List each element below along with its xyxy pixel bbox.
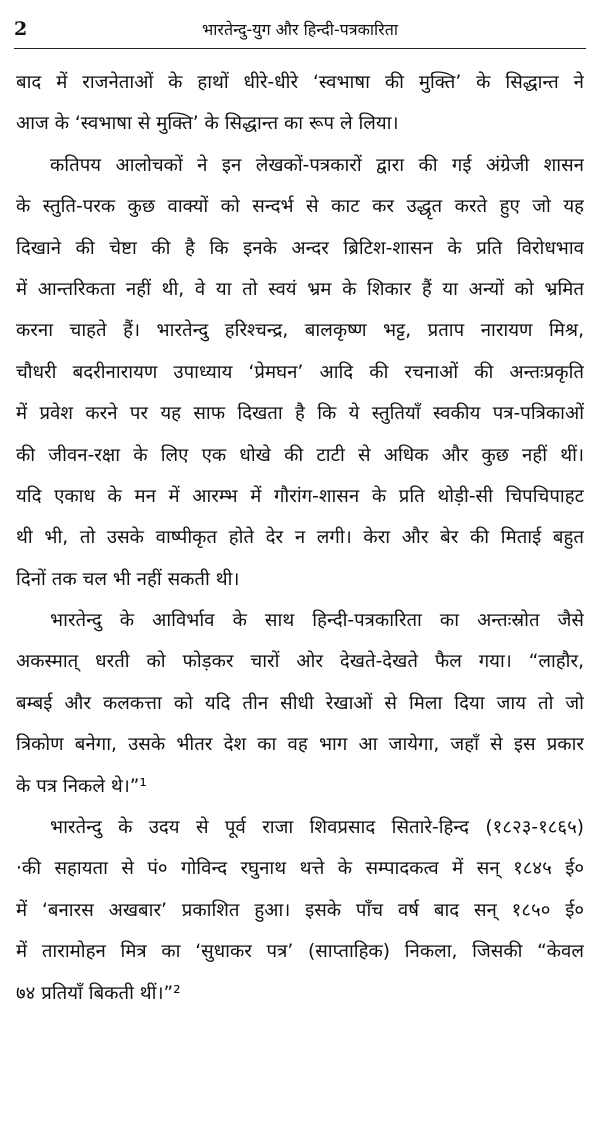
text-line: चौधरी बदरीनारायण उपाध्याय ‘प्रेमघन’ आदि की रचनाओं की अन्तःप्रकृति	[16, 361, 584, 383]
text-line: कतिपय आलोचकों ने इन लेखकों-पत्रकारों द्वारा की गई अंग्रेजी शासन	[50, 154, 584, 176]
paragraph-3	[16, 600, 584, 807]
text-line: बम्बई और कलकत्ता को यदि तीन सीधी रेखाओं से मिला दिया जाय तो जो	[16, 692, 584, 714]
text-line: ७४ प्रतियाँ बिकती थीं।”²	[16, 982, 181, 1004]
paragraph-2	[16, 145, 584, 600]
text-line: यदि एकाध के मन में आरम्भ में गौरांग-शासन के प्रति थोड़ी-सी चिपचिपाहट	[16, 485, 584, 507]
paragraph-4	[16, 807, 584, 1014]
text-line: के स्तुति-परक कुछ वाक्यों को सन्दर्भ से काट कर उद्धृत करते हुए जो यह	[16, 196, 584, 218]
paragraph-1	[16, 62, 584, 145]
text-line: के पत्र निकले थे।”¹	[16, 775, 147, 797]
text-line: त्रिकोण बनेगा, उसके भीतर देश का वह भाग आ जायेगा, जहाँ से इस प्रकार	[16, 734, 584, 756]
text-line: में आन्तरिकता नहीं थी, वे या तो स्वयं भ्रम के शिकार हैं या अन्यों को भ्रमित	[16, 278, 584, 300]
text-line: में ‘बनारस अखबार’ प्रकाशित हुआ। इसके पाँच वर्ष बाद सन् १८५० ई०	[16, 899, 584, 921]
text-line: बाद में राजनेताओं के हाथों धीरे-धीरे ‘स्वभाषा की मुक्ति’ के सिद्धान्त ने	[16, 72, 584, 93]
text-line: दिनों तक चल भी नहीं सकती थी।	[16, 568, 240, 590]
text-line: थी भी, तो उसके वाष्पीकृत होते देर न लगी। केरा और बेर की मिताई बहुत	[16, 527, 584, 549]
text-line: की जीवन-रक्षा के लिए एक धोखे की टाटी से अधिक और कुछ नहीं थीं।	[16, 444, 584, 466]
text-line: ·की सहायता से पं० गोविन्द रघुनाथ थत्ते के सम्पादकत्व में सन् १८४५ ई०	[16, 858, 584, 880]
text-line: करना चाहते हैं। भारतेन्दु हरिश्चन्द्र, बालकृष्ण भट्ट, प्रताप नारायण मिश्र,	[16, 320, 584, 342]
body-text	[16, 62, 584, 1014]
text-line: भारतेन्दु के उदय से पूर्व राजा शिवप्रसाद सितारे-हिन्द (१८२३-१८६५)	[50, 817, 584, 839]
text-line: में तारामोहन मित्र का ‘सुधाकर पत्र’ (साप्ताहिक) निकला, जिसकी “केवल	[16, 941, 584, 963]
running-title: भारतेन्दु-युग और हिन्दी-पत्रकारिता	[202, 20, 398, 39]
page-header	[14, 14, 586, 49]
text-line: भारतेन्दु के आविर्भाव के साथ हिन्दी-पत्रकारिता का अन्तःस्रोत जैसे	[50, 610, 584, 632]
text-line: दिखाने की चेष्टा की है कि इनके अन्दर ब्रिटिश-शासन के प्रति विरोधभाव	[16, 237, 584, 259]
text-line: में प्रवेश करने पर यह साफ दिखता है कि ये स्तुतियाँ स्वकीय पत्र-पत्रिकाओं	[16, 403, 584, 425]
text-line: आज के ‘स्वभाषा से मुक्ति’ के सिद्धान्त का रूप ले लिया।	[16, 113, 399, 135]
page-number: 2	[14, 18, 28, 40]
text-line: अकस्मात् धरती को फोड़कर चारों ओर देखते-देखते फैल गया। “लाहौर,	[16, 651, 584, 673]
